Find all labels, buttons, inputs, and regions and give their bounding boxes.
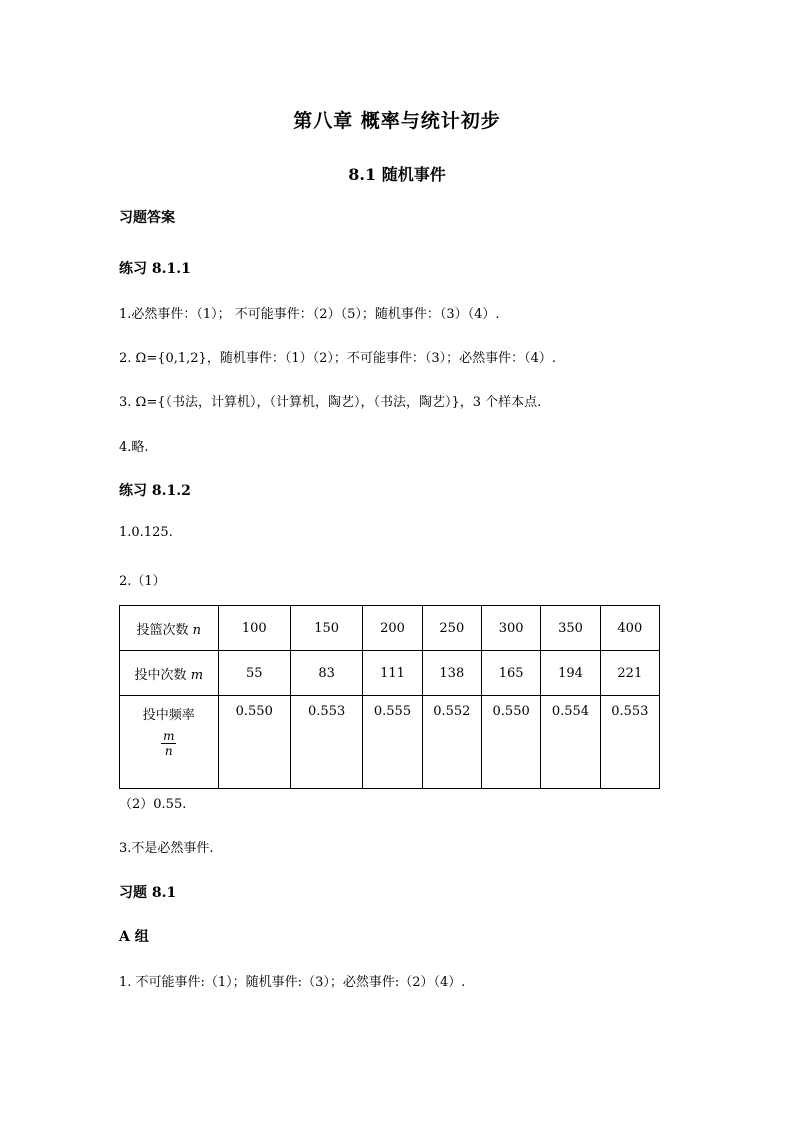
exercise-8-1-heading: 习题 8.1: [119, 885, 177, 901]
table-cell: 165: [481, 651, 540, 696]
ex812-line-2: 2.（1）: [119, 574, 166, 589]
ex812-line-3: （2）0.55.: [119, 797, 187, 812]
table-cell: 0.550: [218, 696, 290, 789]
shooting-frequency-table: [119, 605, 660, 789]
table-cell: 0.554: [541, 696, 600, 789]
table-cell: 83: [290, 651, 362, 696]
table-cell: 0.555: [363, 696, 422, 789]
table-row-frequency: [120, 696, 660, 789]
table-cell: 400: [600, 606, 659, 651]
row-label-frequency: 投中频率 $\frac{m}{n}$: [120, 696, 219, 789]
row-label-hits: 投中次数 m: [120, 651, 219, 696]
table-row-shots: [120, 606, 660, 651]
table-cell: 150: [290, 606, 362, 651]
table-cell: 221: [600, 651, 659, 696]
exercise-8-1-2-heading: 练习 8.1.2: [119, 483, 191, 499]
chapter-title: 第八章 概率与统计初步: [293, 110, 501, 132]
ex811-line-1: 1.必然事件：（1）； 不可能事件：（2）（5）；随机事件：（3）（4）.: [119, 307, 500, 322]
answers-heading: 习题答案: [119, 210, 175, 226]
ex812-line-1: 1.0.125.: [119, 525, 173, 540]
ex81-line-1: 1. 不可能事件:（1）；随机事件:（3）；必然事件:（2）（4）.: [119, 975, 466, 990]
table-row-hits: [120, 651, 660, 696]
ex811-line-4: 4.略.: [119, 440, 149, 455]
table-cell: 300: [481, 606, 540, 651]
table-cell: 138: [422, 651, 481, 696]
exercise-8-1-1-heading: 练习 8.1.1: [119, 261, 191, 277]
table-cell: 0.552: [422, 696, 481, 789]
table-cell: 250: [422, 606, 481, 651]
ex812-line-4: 3.不是必然事件.: [119, 841, 214, 856]
section-title: 8.1 随机事件: [348, 165, 446, 184]
table-cell: 350: [541, 606, 600, 651]
fraction-m-over-n: $\frac{m}{n}$: [163, 729, 175, 758]
table-cell: 0.550: [481, 696, 540, 789]
table-cell: 194: [541, 651, 600, 696]
table-cell: 0.553: [600, 696, 659, 789]
group-a-heading: A 组: [119, 929, 149, 945]
table-cell: 0.553: [290, 696, 362, 789]
table-cell: 55: [218, 651, 290, 696]
table-cell: 100: [218, 606, 290, 651]
ex811-line-3: 3. Ω={（书法，计算机），（计算机，陶艺），（书法，陶艺）}，3 个样本点.: [119, 395, 542, 410]
table-cell: 200: [363, 606, 422, 651]
ex811-line-2: 2. Ω={0,1,2}，随机事件：（1）（2）；不可能事件：（3）；必然事件：（4）.: [119, 351, 557, 366]
row-label-shots: 投篮次数 n: [120, 606, 219, 651]
table-cell: 111: [363, 651, 422, 696]
